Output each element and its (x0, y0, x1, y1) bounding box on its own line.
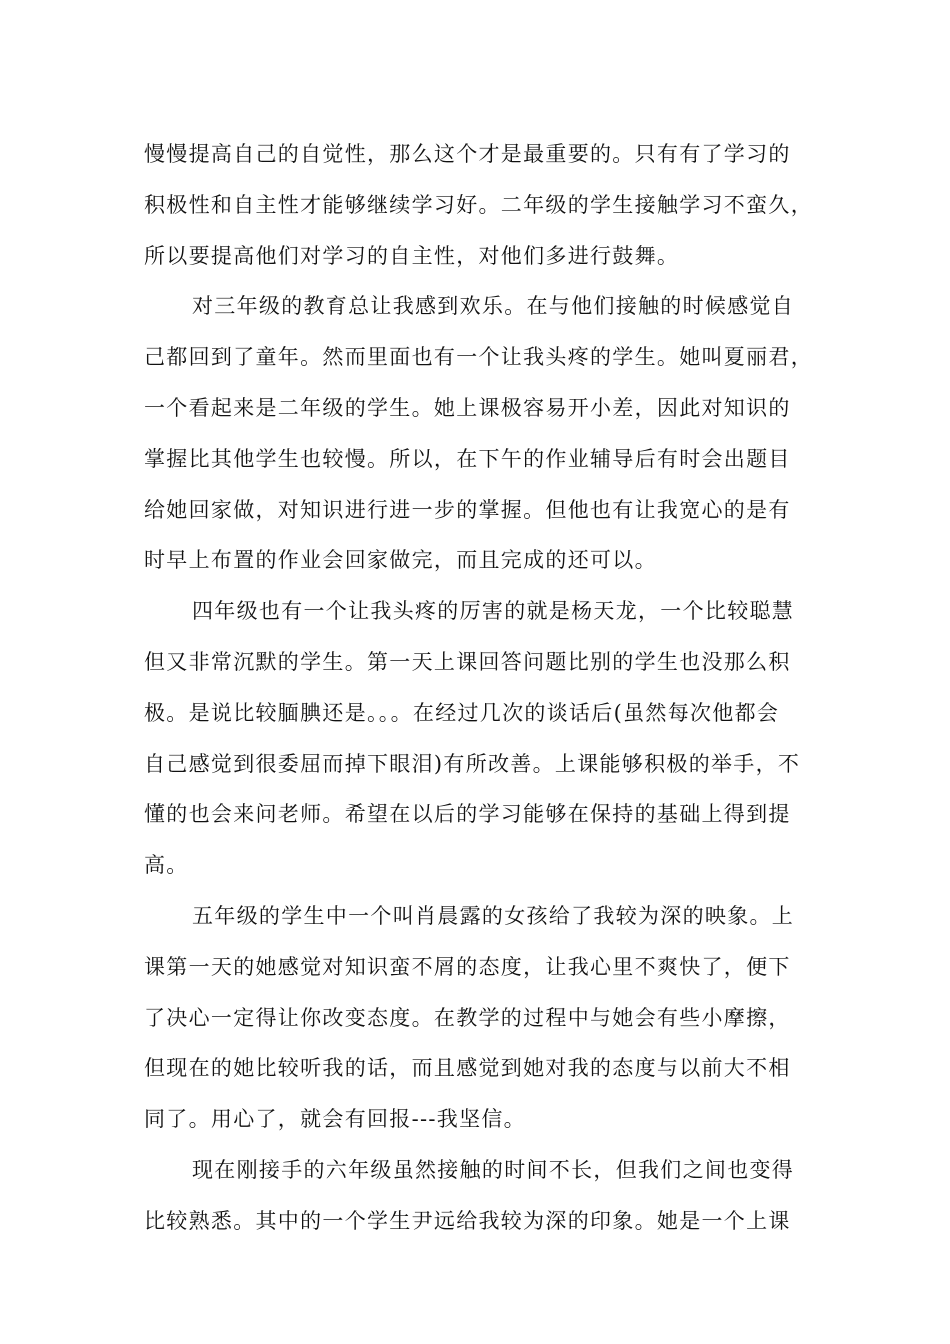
text-line: 但又非常沉默的学生。第一天上课回答问题比别的学生也没那么积 (144, 649, 791, 674)
text-line: 同了。用心了，就会有回报---我坚信。 (144, 1107, 526, 1132)
text-line: 懂的也会来问老师。希望在以后的学习能够在保持的基础上得到提 (144, 802, 791, 827)
text-line: 但现在的她比较听我的话，而且感觉到她对我的态度与以前大不相 (144, 1056, 791, 1081)
document-page (144, 129, 824, 1247)
text-line: 己都回到了童年。然而里面也有一个让我头疼的学生。她叫夏丽君， (144, 345, 813, 370)
text-line: 一个看起来是二年级的学生。她上课极容易开小差，因此对知识的 (144, 395, 791, 420)
text-line: 课第一天的她感觉对知识蛮不屑的态度，让我心里不爽快了，便下 (144, 954, 791, 979)
text-line: 时早上布置的作业会回家做完，而且完成的还可以。 (144, 548, 657, 573)
text-line: 积极性和自主性才能够继续学习好。二年级的学生接触学习不蛮久， (144, 192, 813, 217)
paragraph-first-line: 四年级也有一个让我头疼的厉害的就是杨天龙，一个比较聪慧 (192, 599, 795, 624)
text-line: 了决心一定得让你改变态度。在教学的过程中与她会有些小摩擦， (144, 1005, 791, 1030)
text-line: 慢慢提高自己的自觉性，那么这个才是最重要的。只有有了学习的 (144, 142, 791, 166)
text-line: 自己感觉到很委屈而掉下眼泪)有所改善。上课能够积极的举手，不 (144, 751, 801, 776)
text-line: 给她回家做，对知识进行进一步的掌握。但他也有让我宽心的是有 (144, 497, 791, 522)
text-line: 所以要提高他们对学习的自主性，对他们多进行鼓舞。 (144, 243, 680, 268)
text-line: 高。 (144, 853, 189, 878)
text-line: 掌握比其他学生也较慢。所以，在下午的作业辅导后有时会出题目 (144, 446, 791, 471)
paragraph-first-line: 现在刚接手的六年级虽然接触的时间不长，但我们之间也变得 (192, 1157, 795, 1182)
text-line: 比较熟悉。其中的一个学生尹远给我较为深的印象。她是一个上课 (144, 1208, 791, 1233)
paragraph-first-line: 五年级的学生中一个叫肖晨露的女孩给了我较为深的映象。上 (192, 903, 795, 928)
text-line: 极。是说比较腼腆还是。。。在经过几次的谈话后(虽然每次他都会 (144, 700, 780, 725)
paragraph-first-line: 对三年级的教育总让我感到欢乐。在与他们接触的时候感觉自 (192, 294, 795, 319)
